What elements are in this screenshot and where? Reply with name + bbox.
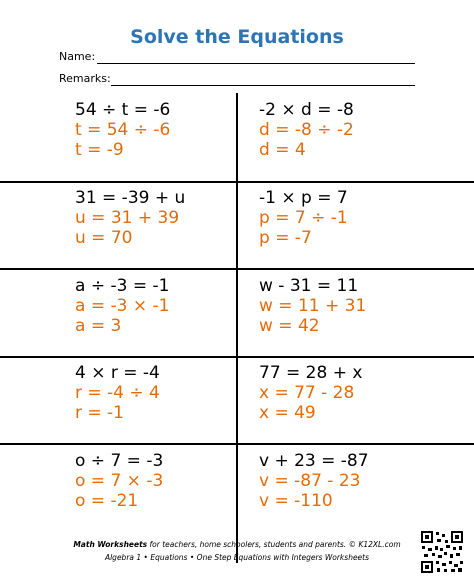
page-title: Solve the Equations	[130, 26, 344, 48]
problem-cell	[75, 363, 160, 423]
name-line	[97, 63, 415, 64]
problem-cell	[259, 100, 354, 160]
solution-step: u = 31 + 39	[75, 208, 180, 228]
footer-category: Algebra 1 • Equations • One Step Equations with Integers Worksheets	[104, 553, 370, 562]
solution-answer: u = 70	[75, 228, 133, 248]
solution-step: d = -8 ÷ -2	[259, 120, 354, 140]
row-divider	[0, 181, 474, 183]
solution-step: o = 7 × -3	[75, 471, 164, 491]
solution-step: r = -4 ÷ 4	[75, 383, 160, 403]
solution-answer: o = -21	[75, 491, 139, 511]
problem-cell	[75, 188, 185, 248]
solution-step: a = -3 × -1	[75, 296, 170, 316]
solution-step: w = 11 + 31	[259, 296, 367, 316]
solution-answer: r = -1	[75, 403, 124, 423]
problem-cell	[259, 276, 366, 336]
solution-step: t = 54 ÷ -6	[75, 120, 171, 140]
equation: a ÷ -3 = -1	[75, 276, 170, 296]
solution-answer: a = 3	[75, 316, 122, 336]
equation: o ÷ 7 = -3	[75, 451, 164, 471]
equation: w - 31 = 11	[259, 276, 359, 296]
solution-step: v = -87 - 23	[259, 471, 361, 491]
solution-answer: p = -7	[259, 228, 312, 248]
solution-step: p = 7 ÷ -1	[259, 208, 348, 228]
name-label: Name:	[59, 50, 96, 63]
problem-cell	[75, 451, 163, 511]
equation: 31 = -39 + u	[75, 188, 186, 208]
footer-credit-text: for teachers, home schoolers, students and parents. © K12XL.com	[147, 540, 401, 549]
problem-grid	[0, 93, 474, 563]
solution-answer: x = 49	[259, 403, 316, 423]
column-divider	[236, 93, 238, 563]
problem-cell	[259, 363, 362, 423]
footer-brand: Math Worksheets	[73, 540, 148, 549]
row-divider	[0, 356, 474, 358]
problem-cell	[259, 188, 348, 248]
problem-cell	[259, 451, 369, 511]
solution-answer: d = 4	[259, 140, 306, 160]
solution-answer: v = -110	[259, 491, 333, 511]
solution-answer: t = -9	[75, 140, 124, 160]
equation: 54 ÷ t = -6	[75, 100, 171, 120]
equation: v + 23 = -87	[259, 451, 369, 471]
equation: -1 × p = 7	[259, 188, 348, 208]
equation: 77 = 28 + x	[259, 363, 363, 383]
solution-answer: w = 42	[259, 316, 320, 336]
equation: 4 × r = -4	[75, 363, 160, 383]
problem-cell	[75, 276, 169, 336]
row-divider	[0, 268, 474, 270]
problem-cell	[75, 100, 170, 160]
equation: -2 × d = -8	[259, 100, 354, 120]
remarks-line	[111, 85, 415, 86]
solution-step: x = 77 - 28	[259, 383, 355, 403]
footer-credit	[0, 540, 474, 549]
row-divider	[0, 443, 474, 445]
remarks-label: Remarks:	[59, 72, 111, 85]
qr-code-icon[interactable]	[420, 530, 464, 574]
